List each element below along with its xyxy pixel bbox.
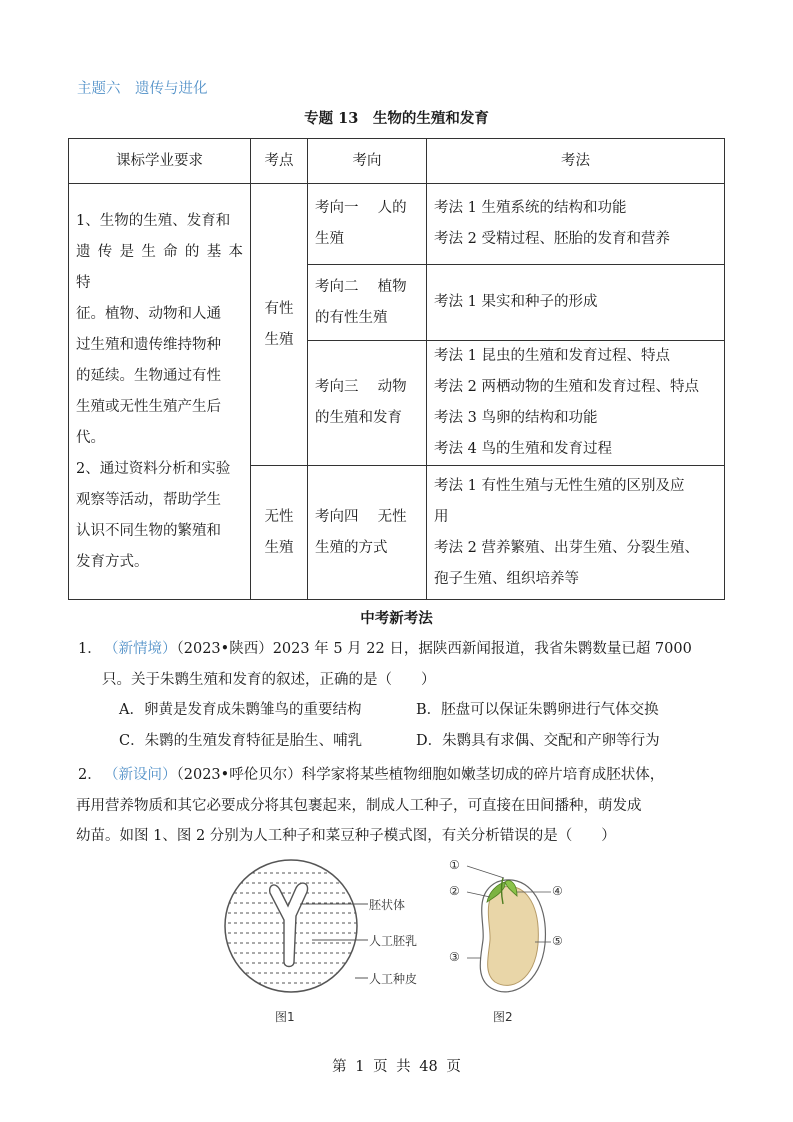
label-3: ③ xyxy=(449,950,460,964)
exam-point-line: 有性 xyxy=(264,300,294,317)
method-line: 用 xyxy=(434,508,449,525)
question-stem xyxy=(104,634,728,665)
exam-point-cell xyxy=(251,466,308,600)
label-4: ④ xyxy=(552,884,563,898)
method-line: 考法 1 果实和种子的形成 xyxy=(434,294,598,310)
method-line: 考法 4 鸟的生殖和发育过程 xyxy=(434,441,612,457)
figure-1-artificial-seed xyxy=(222,858,432,1028)
direction-line: 的生殖和发育 xyxy=(315,410,402,426)
header-cell: 课标学业要求 xyxy=(69,139,251,184)
label-embryoid: 胚状体 xyxy=(369,898,406,912)
requirement-line: 代。 xyxy=(76,429,105,446)
requirement-line: 的延续。生物通过有性 xyxy=(76,367,221,384)
method-line: 考法 2 受精过程、胚胎的发育和营养 xyxy=(434,231,670,247)
header-cell: 考法 xyxy=(427,139,725,184)
method-line: 孢子生殖、组织培养等 xyxy=(434,570,579,587)
exam-section-title: 中考新考法 xyxy=(360,610,433,627)
section-tag: 主题六 遗传与进化 xyxy=(77,81,208,97)
question-line: 再用营养物质和其它必要成分将其包裹起来，制成人工种子，可直接在田间播种，萌发成 xyxy=(76,797,642,814)
method-line: 考法 3 鸟卵的结构和功能 xyxy=(434,410,598,426)
header-cell: 考点 xyxy=(251,139,308,184)
method-line: 考法 2 两栖动物的生殖和发育过程、特点 xyxy=(434,379,699,395)
exam-point-cell xyxy=(251,184,308,466)
question-continuation: 只。关于朱鹮生殖和发育的叙述，正确的是（ ） xyxy=(102,671,436,688)
option-d: D．朱鹮具有求偶、交配和产卵等行为 xyxy=(416,732,660,749)
question-line: 幼苗。如图 1、图 2 分别为人工种子和菜豆种子模式图，有关分析错误的是（ ） xyxy=(76,828,616,844)
requirement-line: 生殖或无性生殖产生后 xyxy=(76,398,221,415)
label-2: ② xyxy=(449,884,460,898)
question-tag: （新设问） xyxy=(104,767,177,783)
bean-seed-diagram xyxy=(445,852,585,1002)
option-c: C．朱鹮的生殖发育特征是胎生、哺乳 xyxy=(119,732,363,749)
question-number: 2． xyxy=(78,767,102,783)
question-stem xyxy=(104,760,728,791)
direction-line: 生殖 xyxy=(315,231,344,247)
label-artificial-endosperm: 人工胚乳 xyxy=(369,934,418,948)
option-b: B．胚盘可以保证朱鹮卵进行气体交换 xyxy=(416,702,659,718)
label-1: ① xyxy=(449,858,460,872)
method-cell xyxy=(427,265,725,341)
header-cell: 考向 xyxy=(308,139,427,184)
exam-point-line: 无性 xyxy=(264,508,294,525)
question-number: 1． xyxy=(78,641,102,657)
label-artificial-seed-coat: 人工种皮 xyxy=(369,972,418,986)
method-cell xyxy=(427,466,725,600)
options-row xyxy=(119,695,728,726)
label-5: ⑤ xyxy=(552,934,563,948)
requirement-line: 征。植物、动物和人通 xyxy=(76,305,221,322)
requirement-line: 遗 传 是 生 命 的 基 本 特 xyxy=(76,243,243,291)
question-continuation xyxy=(76,791,728,852)
question-lead: （2023•陕西）2023 年 5 月 22 日，据陕西新闻报道，我省朱鹮数量已超 7000 xyxy=(176,641,692,657)
direction-line: 生殖的方式 xyxy=(315,539,388,556)
direction-cell xyxy=(308,184,427,265)
direction-cell xyxy=(308,466,427,600)
figure-2-caption: 图2 xyxy=(493,1010,513,1024)
method-cell xyxy=(427,341,725,466)
requirement-line: 1、生物的生殖、发育和 xyxy=(76,212,231,229)
direction-cell xyxy=(308,265,427,341)
requirement-line: 发育方式。 xyxy=(76,553,149,570)
direction-cell xyxy=(308,341,427,466)
exam-point-line: 生殖 xyxy=(264,539,294,556)
direction-line: 的有性生殖 xyxy=(315,309,388,326)
figure-2-bean-seed xyxy=(445,852,585,1028)
option-a: A．卵黄是发育成朱鹮雏鸟的重要结构 xyxy=(119,702,362,718)
method-line: 考法 2 营养繁殖、出芽生殖、分裂生殖、 xyxy=(434,539,699,556)
requirement-line: 观察等活动，帮助学生 xyxy=(76,491,221,508)
question-tag: （新情境） xyxy=(104,641,177,657)
table-row xyxy=(69,184,725,265)
method-line: 考法 1 有性生殖与无性生殖的区别及应 xyxy=(434,477,685,494)
question-lead: （2023•呼伦贝尔）科学家将某些植物细胞如嫩茎切成的碎片培育成胚状体， xyxy=(176,767,665,783)
direction-line: 考向一 人的 xyxy=(315,200,407,216)
page-footer: 第 1 页 共 48 页 xyxy=(332,1059,461,1075)
method-line: 考法 1 生殖系统的结构和功能 xyxy=(434,200,627,216)
direction-line: 考向二 植物 xyxy=(315,278,407,295)
method-line: 考法 1 昆虫的生殖和发育过程、特点 xyxy=(434,348,670,364)
topic-title: 专题 13 生物的生殖和发育 xyxy=(304,110,489,127)
direction-line: 考向四 无性 xyxy=(315,508,407,525)
figure-1-caption: 图1 xyxy=(275,1010,295,1024)
direction-line: 考向三 动物 xyxy=(315,379,407,395)
options-row xyxy=(119,726,728,757)
requirement-line: 认识不同生物的繁殖和 xyxy=(76,522,221,539)
requirement-line: 2、通过资料分析和实验 xyxy=(76,460,231,477)
curriculum-table xyxy=(68,138,725,600)
question-1 xyxy=(78,634,728,756)
exam-point-line: 生殖 xyxy=(264,331,294,348)
method-cell xyxy=(427,184,725,265)
requirement-line: 过生殖和遗传维持物种 xyxy=(76,336,221,353)
requirement-cell xyxy=(69,184,251,600)
table-header-row xyxy=(69,139,725,184)
question-2 xyxy=(78,760,728,852)
